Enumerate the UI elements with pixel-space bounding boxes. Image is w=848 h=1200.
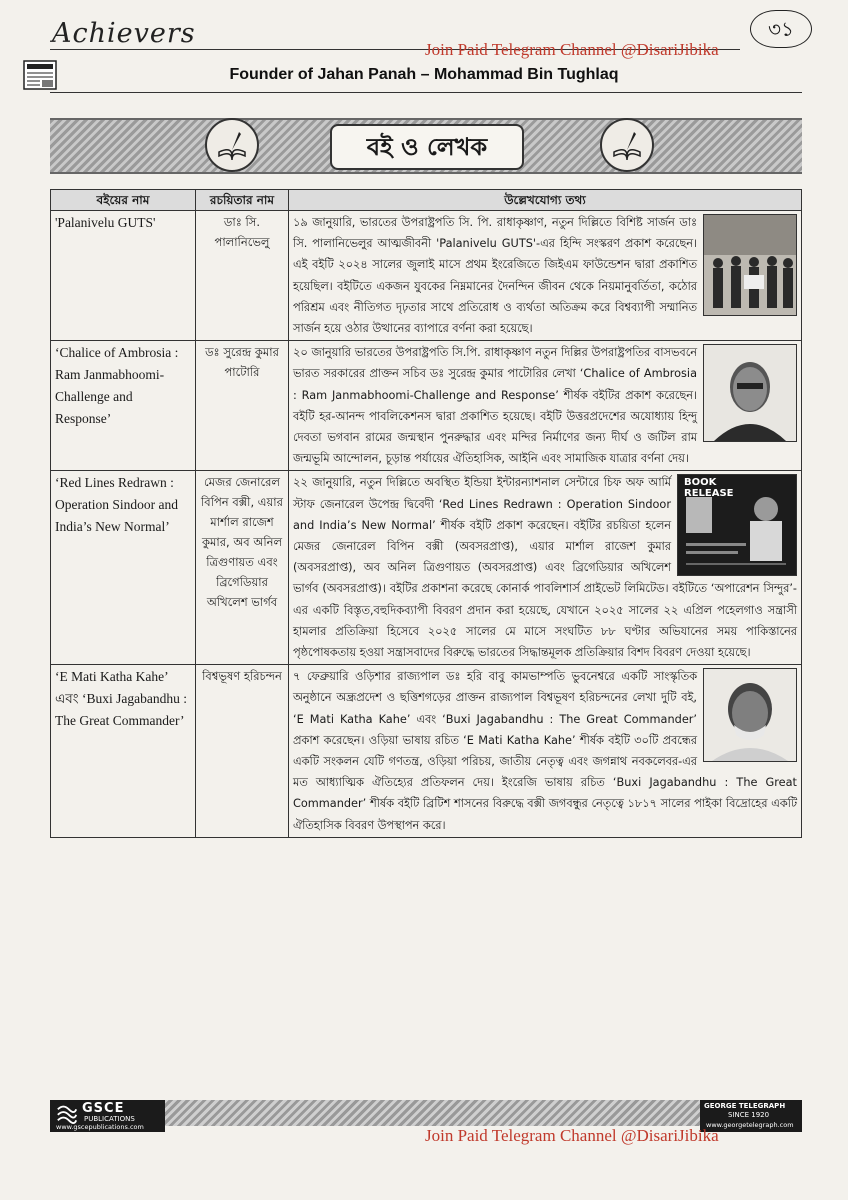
book-info-text: ২২ জানুয়ারি, নতুন দিল্লিতে অবস্থিত ইন্ডিয়া ইন্টারন্যাশনাল সেন্টারে চিফ অফ আর্মি স্টাফ জেনারেল উপেন্দ্র দ্বিবেদী ‘Red Lines Redrawn : Operation Sindoor and India’s New Normal’ শীর্ষক বইটি প্রকাশ করেছেন। বইটির রচয়িতা হলেন মেজর জেনারেল বিপিন বক্সী (অবসরপ্রাপ্ত), এয়ার মার্শাল রাজেশ কুমার (অবসরপ্রাপ্ত), অব অনিল ত্রিগুণায়ত (অবসরপ্রাপ্ত) এবং ব্রিগেডিয়ার অখিলেশ ভার্গব (অবসরপ্রাপ্ত)। বইটির প্রকাশনা করেছে কোনার্ক পাবলিশার্স প্রাইভেট লিমিটেড। বইটিতে ‘অপারেশন সিন্দুর’-এর একটি বিস্তৃত,বহুদিকব্যাপী বিবরণ প্রদান করা হয়েছে, যেখানে ২০২৫ সালের ২২ এপ্রিল পহেলগাও সন্ত্রাসী হামলার প্রতিক্রিয়া হিসেবে ২০২৫ সালের মে মাসে সংঘটিত ৮৮ ঘণ্টার অভিযানের সময় পাকিস্তানের পৃষ্ঠপোষকতায় হওয়া সন্ত্রাসবাদের বিরুদ্ধে ভারতের সিদ্ধান্তমূলক প্রতিক্রিয়ার বিশদ বিবরণ দেওয়া হয়েছে। xyxy=(293,476,797,660)
table-row xyxy=(51,471,802,665)
promo-text-bottom: Join Paid Telegram Channel @DisariJibika xyxy=(425,1126,719,1145)
book-quill-emblem-icon xyxy=(600,118,654,172)
book-title: ‘Chalice of Ambrosia : Ram Janmabhoomi-Challenge and Response’ xyxy=(51,341,196,471)
table-row xyxy=(51,341,802,471)
book-author: মেজর জেনারেল বিপিন বক্সী, এয়ার মার্শাল রাজেশ কুমার, অব অনিল ত্রিগুণায়ত এবং ব্রিগেডিয়ার অখিলেশ ভার্গব xyxy=(196,471,289,665)
book-author: ডঃ সুরেন্দ্র কুমার পাটোরি xyxy=(196,341,289,471)
footer-right-url[interactable]: www.georgetelegraph.com xyxy=(706,1121,794,1129)
subtitle-rule xyxy=(50,92,802,93)
brand-logo-text: Achievers xyxy=(52,18,196,49)
book-info-text: ২০ জানুয়ারি ভারতের উপরাষ্ট্রপতি সি.পি. রাধাকৃষ্ণাণ নতুন দিল্লির উপরাষ্ট্রপতির বাসভবনে ভারত সরকারের প্রাক্তন সচিব ডঃ সুরেন্দ্র কুমার পাটোরির লেখা ‘Chalice of Ambrosia : Ram Janmabhoomi-Challenge and Response’ শীর্ষক বইটির প্রকাশ করেছেন। বইটি হর-আনন্দ পাবলিকেশনস দ্বারা প্রকাশিত হয়েছে। বইটি উত্তরপ্রদেশের অযোধ্যায় হিন্দু দেবতা ভগবান রামের জন্মস্থান পুনরুদ্ধার এবং মন্দির নির্মাণের জন্য দীর্ঘ ও জটিল রাম জন্মভূমি আন্দোলন, চূড়ান্ত পর্যায়ের ঐতিহাসিক, আইনি এবং সামাজিক যাত্রার বর্ণনা দেয়। xyxy=(293,346,697,466)
book-launch-photo xyxy=(703,214,797,316)
promo-text-top: Join Paid Telegram Channel @DisariJibika xyxy=(425,40,719,59)
book-title: ‘E Mati Katha Kahe’ এবং ‘Buxi Jagabandhu : The Great Commander’ xyxy=(51,665,196,838)
table-row xyxy=(51,665,802,838)
poster-heading: BOOK RELEASE xyxy=(684,477,734,500)
book-info-text: ৭ ফেব্রুয়ারি ওড়িশার রাজ্যপাল ডঃ হরি বাবু কামভাম্পতি ভুবনেশ্বরে একটি সাংস্কৃতিক অনুষ্ঠানে অন্ধ্রপ্রদেশ ও ছত্তিশগড়ের প্রাক্তন রাজ্যপাল বিশ্বভূষণ হরিচন্দনের লেখা দুটি বই, ‘E Mati Katha Kahe’ এবং ‘Buxi Jagabandhu : The Great Commander’ প্রকাশ করেছেন। ওড়িয়া ভাষায় রচিত ‘E Mati Katha Kahe’ শীর্ষক বইটি ৩০টি প্রবন্ধের একটি সংকলন যেটি গণতন্ত্র, ওড়িয়া পরিচয়, জাতীয় নেতৃত্ব এবং জগন্নাথ নবকলেবর-এর মত আধ্যাত্মিক ঐতিহ্যের প্রতিফলন দেয়। ইংরেজি ভাষায় রচিত ‘Buxi Jagabandhu : The Great Commander’ শীর্ষক বইটি ব্রিটিশ শাসনের বিরুদ্ধে বক্সী জগবন্ধুর নেতৃত্বে ১৮১৭ সালের পাইকা বিদ্রোহের একটি ঐতিহাসিক বিবরণ উপস্থাপন করে। xyxy=(293,670,797,832)
author-portrait-photo xyxy=(703,344,797,442)
book-title: 'Palanivelu GUTS' xyxy=(51,211,196,341)
page-subtitle: Founder of Jahan Panah – Mohammad Bin Tughlaq xyxy=(229,66,619,83)
book-quill-emblem-icon xyxy=(205,118,259,172)
book-info-text: ১৯ জানুয়ারি, ভারতের উপরাষ্ট্রপতি সি. পি. রাধাকৃষ্ণাণ, নতুন দিল্লিতে বিশিষ্ট সার্জন ডাঃ সি. পালানিভেলুর আত্মজীবনী 'Palanivelu GUTS'-এর হিন্দি সংস্করণ প্রকাশ করেছেন। এই বইটি ২০২৪ সালের জুলাই মাসে প্রথম ইংরেজিতে জিইএম ফাউন্ডেশন দ্বারা প্রকাশিত হয়েছিল। বইটিতে একজন যুবকের নিম্নমানের দৈনন্দিন জীবন থেকে নিয়মানুবর্তিতা, কঠোর পরিশ্রম এবং নীতিগত দৃঢ়তার সাথে প্রতিরোধ ও ব্যর্থতা অতিক্রম করে বিশ্বব্যাপী সম্মানিত সার্জন হয়ে ওঠার উত্থানের ব্যাপারে বর্ণনা করা হয়েছে। xyxy=(293,216,697,336)
column-header-book: বইয়ের নাম xyxy=(51,190,196,211)
book-info-cell xyxy=(289,471,802,665)
book-title: ‘Red Lines Redrawn : Operation Sindoor and India’s New Normal’ xyxy=(51,471,196,665)
book-author: ডাঃ সি. পালানিভেলু xyxy=(196,211,289,341)
books-authors-table xyxy=(50,189,802,838)
footer-publisher-name: GSCE xyxy=(82,1101,125,1116)
book-info-cell xyxy=(289,665,802,838)
footer-publisher-url[interactable]: www.gscepublications.com xyxy=(56,1123,144,1131)
book-release-poster xyxy=(677,474,797,576)
page-number: ৩১ xyxy=(750,10,812,48)
footer-right-brand: GEORGE TELEGRAPH xyxy=(704,1102,786,1110)
section-title: বই ও লেখক xyxy=(330,124,524,170)
footer-right-since: SINCE 1920 xyxy=(728,1111,770,1119)
book-info-cell xyxy=(289,341,802,471)
author-portrait-photo xyxy=(703,668,797,762)
column-header-info: উল্লেখযোগ্য তথ্য xyxy=(289,190,802,211)
wave-logo-icon xyxy=(56,1102,78,1124)
table-row xyxy=(51,211,802,341)
book-author: বিশ্বভূষণ হরিচন্দন xyxy=(196,665,289,838)
book-info-cell xyxy=(289,211,802,341)
table-header-row xyxy=(51,190,802,211)
footer-publisher-sub: PUBLICATIONS xyxy=(84,1115,135,1123)
column-header-author: রচয়িতার নাম xyxy=(196,190,289,211)
footer-publisher-logo xyxy=(50,1100,165,1132)
